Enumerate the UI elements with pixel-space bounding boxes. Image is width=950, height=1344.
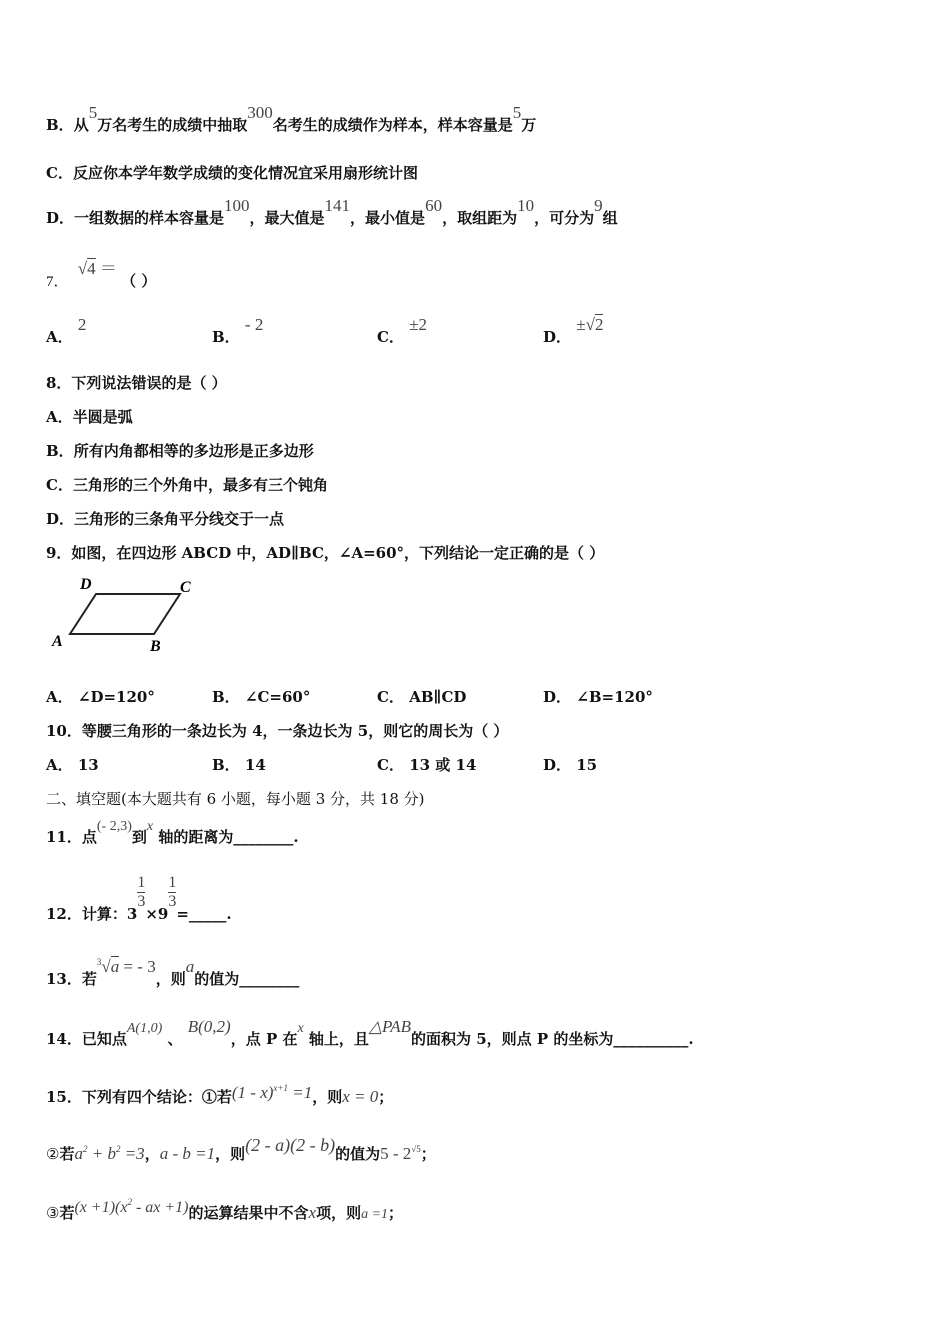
q15-statement-2: ②若$a^2 + b^2 =3$，a - b =1，则(2 - a)(2 - b)的值为$5 - 2^{√5}$； [46, 1135, 436, 1163]
q8-stem: 8．下列说法错误的是（ ） [46, 374, 227, 392]
section-title-fill-in: 二、填空题(本大题共有 6 小题，每小题 3 分，共 18 分) [46, 790, 425, 808]
q8-option-b: B．所有内角都相等的多边形是正多边形 [46, 442, 314, 460]
q6-option-c: C．反应你本学年数学成绩的变化情况宜采用扇形统计图 [46, 164, 418, 182]
q7-stem: 7． √4 ＝ （ ） [46, 259, 157, 290]
q9-option-d: D． ∠B=120° [543, 688, 653, 706]
q9-option-b: B． ∠C=60° [212, 688, 311, 706]
vertex-label-d: D [80, 576, 92, 593]
fraction-one-third: $\frac{1}{3}$ [137, 874, 146, 910]
vertex-label-c: C [180, 579, 191, 596]
q13: 13．若$^3$√a = - 3，则a的值为________ [46, 957, 300, 988]
sqrt-symbol: √ [77, 259, 88, 278]
q9-parallelogram-figure [44, 572, 204, 654]
q8-option-d: D．三角形的三条角平分线交于一点 [46, 510, 285, 528]
fraction-one-third: $\frac{1}{3}$ [168, 874, 177, 910]
q8-option-a: A．半圆是弧 [46, 408, 133, 426]
q9-option-a: A． ∠D=120° [46, 688, 155, 706]
q10-option-d: D． 15 [543, 756, 598, 774]
vertex-label-a: A [52, 633, 63, 650]
q7-option-d: D． ±√2 [543, 315, 604, 346]
q9-option-c: C． AB∥CD [377, 688, 467, 706]
q10-option-b: B． 14 [212, 756, 266, 774]
parallelogram-abcd [70, 594, 180, 634]
q9-stem: 9．如图，在四边形 ABCD 中，AD∥BC，∠A=60°，下列结论一定正确的是（ ） [46, 544, 605, 562]
q7-option-b: B． - 2 [212, 315, 264, 346]
q15-stem: 15．下列有四个结论：①若(1 - x)$^{x+1}$ =1，则x = 0； [46, 1083, 394, 1106]
q6-option-b: B．从5万名考生的成绩中抽取300名考生的成绩作为样本，样本容量是5万 [46, 103, 537, 134]
q11: 11．点(- 2,3)到x 轴的距离为________. [46, 819, 299, 846]
q10-stem: 10．等腰三角形的一条边长为 4，一条边长为 5，则它的周长为（ ） [46, 722, 509, 740]
q7-option-a: A． 2 [46, 315, 87, 346]
q10-option-c: C． 13 或 14 [377, 756, 477, 774]
q6-option-d: D．一组数据的样本容量是100，最大值是141，最小值是60，取组距为10，可分为9组 [46, 196, 618, 227]
q7-option-c: C． ±2 [377, 315, 428, 346]
q14: 14．已知点A(1,0) 、 B(0,2)，点 P 在x 轴上，且△PAB的面积为 5，则点 P 的坐标为__________. [46, 1017, 694, 1048]
vertex-label-b: B [150, 638, 161, 654]
q15-statement-3: ③若$(x +1)(x^2$ - ax +1)的运算结果中不含x项，则a =1； [46, 1197, 404, 1222]
q12: 12．计算：3 $\frac{1}{3}$ ×9 $\frac{1}{3}$ =_____. [46, 874, 232, 923]
q8-option-c: C．三角形的三个外角中，最多有三个钝角 [46, 476, 328, 494]
q10-option-a: A． 13 [46, 756, 99, 774]
